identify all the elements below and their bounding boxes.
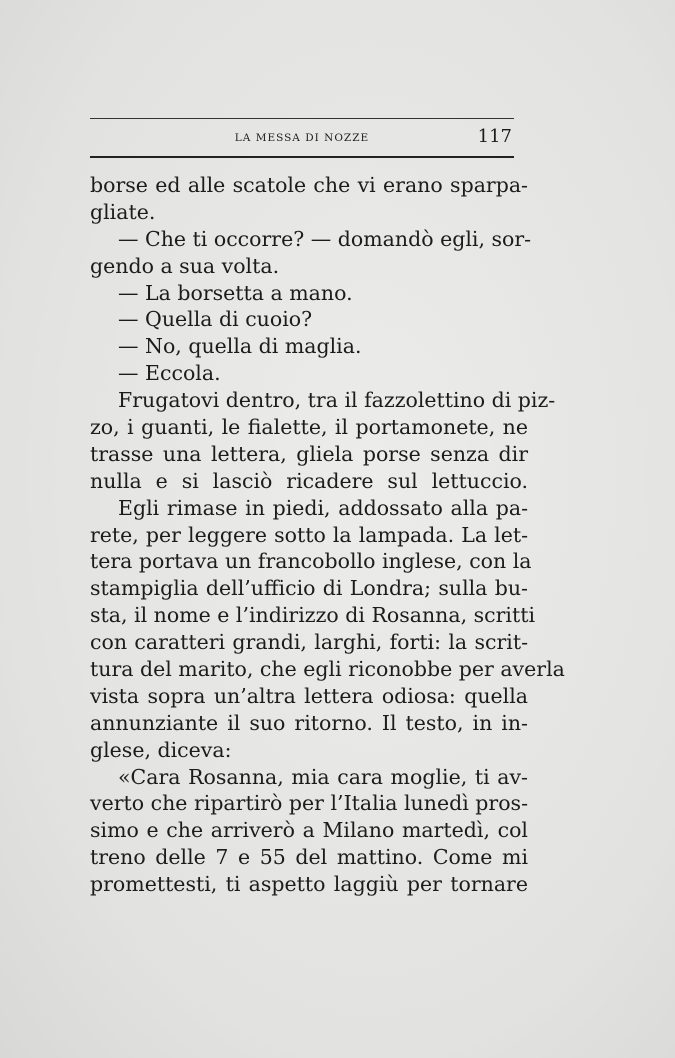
- running-title: LA MESSA DI NOZZE: [234, 132, 370, 144]
- text-line: — Che ti occorre? — domandò egli, sor-: [118, 226, 532, 251]
- text-line: verto che ripartirò per l’Italia lunedì pros-: [90, 791, 528, 816]
- text-line: gliate.: [90, 199, 156, 224]
- text-line: — Eccola.: [118, 361, 221, 386]
- text-line: — Quella di cuoio?: [118, 307, 313, 332]
- text-line: Egli rimase in piedi, addossato alla pa-: [118, 495, 528, 520]
- text-line: gendo a sua volta.: [90, 253, 280, 278]
- text-line: borse ed alle scatole che vi erano sparpa-: [90, 173, 528, 197]
- text-line: Frugatovi dentro, tra il fazzolettino di piz-: [118, 388, 556, 413]
- text-line: nulla e si lasciò ricadere sul lettuccio.: [90, 468, 528, 493]
- text-line: trasse una lettera, gliela porse senza dir: [90, 441, 528, 466]
- text-line: tera portava un francobollo inglese, con la: [90, 549, 532, 574]
- text-line: con caratteri grandi, larghi, forti: la scrit-: [90, 630, 528, 655]
- text-line: vista sopra un’altra lettera odiosa: quella: [90, 683, 528, 708]
- text-line: glese, diceva:: [90, 737, 232, 762]
- text-line: rete, per leggere sotto la lampada. La let-: [90, 522, 528, 547]
- text-line: zo, i guanti, le fialette, il portamonete, ne: [90, 415, 528, 440]
- text-line: stampiglia dell’ufficio di Londra; sulla bu-: [90, 576, 528, 601]
- body-text: [90, 172, 565, 898]
- text-line: treno delle 7 e 55 del mattino. Come mi: [90, 845, 528, 870]
- header-rule-top: [90, 118, 514, 119]
- text-line: tura del marito, che egli riconobbe per averla: [90, 657, 565, 682]
- running-head: [90, 118, 514, 158]
- text-line: — No, quella di maglia.: [118, 334, 362, 359]
- text-line: promettesti, ti aspetto laggiù per tornare: [90, 872, 528, 897]
- page-number: 117: [477, 126, 512, 147]
- text-line: annunziante il suo ritorno. Il testo, in in-: [90, 710, 528, 735]
- text-line: — La borsetta a mano.: [118, 280, 353, 305]
- header-rule-bottom: [90, 156, 514, 158]
- text-line: «Cara Rosanna, mia cara moglie, ti av-: [118, 764, 528, 789]
- text-line: sta, il nome e l’indirizzo di Rosanna, scritti: [90, 603, 536, 628]
- text-line: simo e che arriverò a Milano martedì, col: [90, 818, 528, 843]
